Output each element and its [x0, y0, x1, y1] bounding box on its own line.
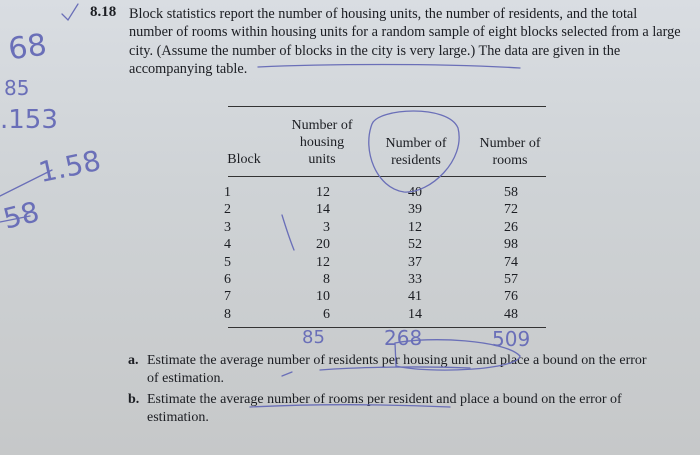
table-cell: 12 [316, 185, 330, 200]
column-housing [300, 184, 330, 323]
table-cell: 39 [408, 202, 422, 218]
table-cell: 8 [323, 271, 330, 287]
table-cell: 52 [408, 237, 422, 253]
table-cell: 14 [316, 202, 330, 218]
table-cell: 33 [408, 271, 422, 287]
handwritten-85: 85 [4, 76, 30, 100]
table-cell: 41 [408, 289, 422, 305]
table-cell: 26 [504, 219, 518, 235]
table-cell: 3 [323, 219, 330, 235]
table-cell: 58 [504, 185, 518, 200]
table-cell: 98 [504, 237, 518, 253]
table-cell: 12 [408, 219, 422, 235]
problem-number: 8.18 [90, 4, 117, 20]
question-label: a. [128, 353, 139, 368]
sum-housing: 85 [302, 327, 325, 348]
question-text: Estimate the average number of residents per housing unit and place a bound on the error of estimation. [147, 353, 647, 386]
question-label: b. [128, 392, 140, 407]
table-cell: 76 [504, 289, 518, 305]
table-cell: 37 [408, 254, 422, 270]
header-rooms: Number of rooms [479, 136, 541, 168]
table-cell: 14 [408, 306, 422, 322]
table-cell: 12 [316, 254, 330, 270]
handwritten-68: 68 [6, 27, 49, 68]
table-cell: 57 [504, 271, 518, 287]
table-cell: 7 [224, 289, 231, 305]
table-cell: 3 [224, 219, 231, 235]
table-cell: 6 [323, 306, 330, 322]
check-mark [62, 4, 78, 20]
table-top-rule [228, 106, 546, 107]
header-residents: Number of residents [385, 136, 447, 168]
table-cell: 74 [504, 254, 518, 270]
column-rooms [488, 184, 518, 323]
table-cell: 48 [504, 306, 518, 322]
sum-rooms: 509 [492, 327, 531, 351]
header-block: Block [227, 152, 261, 167]
question-a [128, 352, 648, 388]
sum-residents: 268 [384, 326, 423, 350]
table-cell: 5 [224, 254, 231, 270]
problem-text-line1: Block statistics report the number of housing units, the number of residents, and the total [129, 6, 638, 22]
question-b [128, 391, 648, 427]
table-cell: 2 [224, 202, 231, 218]
table-cell: 20 [316, 237, 330, 253]
handwritten-ratio: 1.58 [35, 143, 104, 190]
table-cell: 8 [224, 306, 231, 322]
problem-text-rest: number of rooms within housing units for a random sample of eight blocks selected from a large city. (Assume the number of blocks in the city is very large.) The data are given in the accompanying table. [129, 24, 681, 78]
margin-slash-2 [0, 216, 30, 222]
header-housing-units: Number of housing units [291, 118, 353, 167]
table-cell: 72 [504, 202, 518, 218]
table-cell: 4 [224, 237, 231, 253]
table-header-rule [228, 176, 546, 177]
margin-slash [0, 170, 52, 196]
column-block [224, 184, 238, 323]
table-curve [282, 215, 294, 250]
table-cell: 6 [224, 271, 231, 287]
table-bottom-rule [228, 327, 546, 328]
handwritten-58: 58 [0, 195, 43, 236]
table-cell: 40 [408, 185, 422, 200]
table-cell: 1 [224, 185, 231, 200]
column-residents [390, 184, 422, 323]
question-text: Estimate the average number of rooms per resident and place a bound on the error of estimation. [147, 392, 622, 425]
handwritten-153: .153 [0, 105, 58, 135]
table-cell: 10 [316, 289, 330, 305]
